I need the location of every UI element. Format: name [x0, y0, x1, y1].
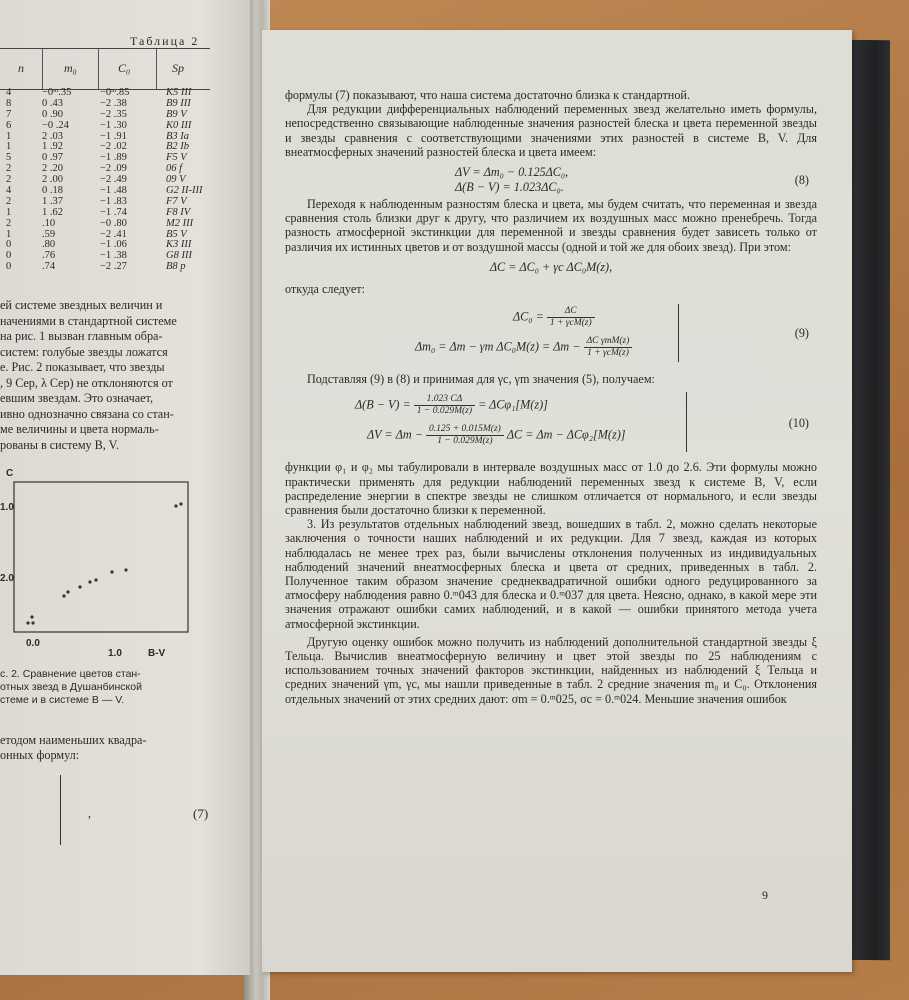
table-cell: −1 .48 — [100, 185, 127, 197]
plot-point — [30, 615, 33, 618]
table-cell: 0 .90 — [42, 108, 63, 120]
table-cell: −0 .24 — [42, 119, 69, 131]
table-cell: 1 .37 — [42, 195, 63, 207]
table-cell: M2 III — [166, 217, 194, 229]
left-page — [0, 0, 250, 975]
table-cell: 1 — [6, 206, 12, 218]
table-cell: .76 — [42, 250, 56, 262]
text-line: евшим звездам. Это означает, — [0, 391, 154, 405]
equation-dc: ΔC = ΔC₀ + γc ΔC₀M(z), — [489, 259, 613, 274]
eq9-line2 — [415, 336, 632, 359]
left-tail-text — [0, 733, 246, 763]
text-line: систем: голубые звезды ложатся — [0, 344, 168, 359]
equation-brace — [60, 775, 69, 845]
table-cell: −0ᵐ.85 — [100, 87, 130, 98]
figure-2-plot — [0, 470, 200, 665]
table-cell: 1 .62 — [42, 206, 63, 218]
table-cell: −2 .49 — [100, 174, 127, 186]
plot-point — [31, 621, 34, 624]
page-number: 9 — [762, 888, 768, 902]
table-cell: −1 .06 — [100, 239, 127, 251]
table-cell: B8 p — [166, 261, 186, 273]
table-cell: B9 III — [166, 97, 191, 109]
table-cell: 2 — [6, 174, 12, 186]
table-cell: B2 Ib — [166, 141, 190, 153]
text-line: онных формул: — [0, 748, 80, 762]
plot-frame — [14, 482, 188, 632]
header-c0: C₀ — [118, 61, 131, 75]
caption-line: стеме и в системе B — V. — [0, 694, 125, 706]
eq10b-left: ΔV = Δm − — [367, 427, 423, 442]
table-cell: K5 III — [166, 87, 192, 98]
table-cell: K0 III — [166, 119, 192, 131]
x-tick-label: 0.0 — [26, 638, 40, 649]
table-cell: B5 V — [166, 228, 187, 240]
text-line: ме величины и цвета нормаль- — [0, 422, 159, 436]
table-cell: 06 f — [166, 163, 183, 175]
table-cell: −1 .83 — [100, 195, 127, 207]
table-cell: 4 — [6, 87, 12, 98]
text-line: ей системе звездных величин и — [0, 298, 163, 312]
table-cell: 2 .03 — [42, 130, 63, 142]
eq10-brace — [679, 392, 687, 452]
equation-10 — [285, 390, 817, 456]
table-cell: 1 .92 — [42, 141, 63, 153]
eq8-number: (8) — [794, 173, 809, 188]
equation-number-7: (7) — [193, 806, 209, 821]
paragraph-2: Для редукции дифференциальных наблюдений переменных звезд желательно иметь формулы, непосредственно связывающие наблюденные значения разностей блеска и цвета переменной звезды и звезды сравнения с соответствующими значениями этих разностей в системе B, V. Для внеатмосферных значений разностей блеска и цвета имеем: — [285, 102, 817, 159]
left-text-block — [0, 298, 246, 453]
table-cell: 8 — [6, 97, 12, 109]
table-cell: 5 — [6, 152, 12, 164]
table-cell: −1 .91 — [100, 130, 127, 142]
eq10a-left: Δ(B − V) = — [355, 397, 411, 412]
plot-point — [94, 578, 97, 581]
table-row — [0, 219, 215, 230]
table-cell: 0 — [6, 250, 12, 262]
eq10b-fraction: $\frac{0.125 + 0.015M(z)}{1 - 0.029M(z)}$ — [426, 424, 504, 447]
table-cell: 2 — [6, 195, 12, 207]
equation-comma: , — [88, 806, 91, 820]
plot-point — [26, 621, 29, 624]
header-m0: m₀ — [64, 61, 77, 75]
plot-point — [124, 568, 127, 571]
eq8-line1: ΔV = Δm₀ − 0.125ΔC₀, — [455, 165, 569, 180]
equation-8 — [285, 163, 817, 197]
table-cell: F8 IV — [166, 206, 191, 218]
eq9-number: (9) — [794, 326, 809, 341]
table-cell: 2 — [6, 217, 12, 229]
table-cell: −2 .35 — [100, 108, 127, 120]
table-row — [0, 121, 215, 132]
table-cell: 1 — [6, 141, 12, 153]
text-line: етодом наименьших квадра- — [0, 733, 147, 747]
table-row — [0, 262, 215, 273]
table-cell: 1 — [6, 130, 12, 142]
eq10-line2 — [367, 424, 626, 447]
table-cell: −1 .89 — [100, 152, 127, 164]
table-cell: 2 .00 — [42, 174, 63, 186]
table-cell: −2 .09 — [100, 163, 127, 175]
table-body — [0, 88, 215, 273]
table-cell: B9 V — [166, 108, 187, 120]
table-cell: G2 II-III — [166, 185, 203, 197]
text-line: рованы в систему B, V. — [0, 437, 119, 452]
table-cell: 4 — [6, 185, 12, 197]
paragraph-4: откуда следует: — [285, 282, 365, 297]
right-text-body — [285, 88, 817, 706]
eq10a-fraction: $\frac{1.023 C\Delta}{1 - 0.029M(z)}$ — [414, 394, 475, 417]
text-line: на рис. 1 вызван главным обра- — [0, 329, 163, 343]
eq9b-left: Δm₀ = Δm − γm ΔC₀M(z) = Δm − — [415, 339, 581, 354]
eq9a-fraction: $\frac{\Delta C}{\text{1 + γcM(z)}}$ — [547, 306, 595, 329]
table-cell: B3 Ia — [166, 130, 190, 142]
table-cell: F5 V — [166, 152, 187, 164]
paragraph-6: функции φ₁ и φ₂ мы табулировали в интервале воздушных масс от 1.0 до 2.6. Эти формулы можно практически применять для редукции наблюдений переменных звезд к системе B, V, если распределение энергии в спектре звезды не слишком отличается от нормального, и если звезды сравнения были достаточно близки к переменной. — [285, 460, 817, 518]
text-line: е. Рис. 2 показывает, что звезды — [0, 360, 165, 374]
table-cell: 0 .18 — [42, 185, 63, 197]
paragraph-1: формулы (7) показывают, что наша система достаточно близка к стандартной. — [285, 88, 690, 102]
table-cell: 2 .20 — [42, 163, 63, 175]
table-cell: .80 — [42, 239, 56, 251]
paragraph-5: Подставляя (9) в (8) и принимая для γc, γm значения (5), получаем: — [307, 372, 655, 387]
table-cell: 0 .43 — [42, 97, 63, 109]
table-cell: −0 .80 — [100, 217, 127, 229]
table-cell: K3 III — [166, 239, 192, 251]
table-cell: 1 — [6, 228, 12, 240]
plot-point — [174, 504, 177, 507]
table-cell: −0ᵐ.35 — [42, 87, 72, 98]
table-cell: 0 — [6, 261, 12, 273]
eq9a-left: ΔC₀ = — [513, 309, 544, 324]
figure-plot-svg — [0, 470, 200, 665]
table-cell: −1 .38 — [100, 250, 127, 262]
table-cell: −1 .30 — [100, 119, 127, 131]
table-cell: 7 — [6, 108, 12, 120]
table-cell: 2 — [6, 163, 12, 175]
y-tick-label: 1.0 — [0, 502, 14, 513]
table-cell: F7 V — [166, 195, 187, 207]
plot-point — [62, 594, 65, 597]
table-cell: −1 .74 — [100, 206, 127, 218]
plot-point — [66, 590, 69, 593]
text-line: ивно однозначно связана со стан- — [0, 406, 174, 421]
plot-point — [110, 570, 113, 573]
eq9-line1 — [513, 306, 595, 329]
header-n: n — [18, 61, 24, 75]
eq9-brace — [671, 304, 679, 362]
table-header — [0, 48, 210, 90]
table-cell: −2 .38 — [100, 97, 127, 109]
eq10-number: (10) — [788, 416, 809, 431]
table-cell: 09 V — [166, 174, 186, 186]
table-cell: .74 — [42, 261, 56, 273]
figure-caption — [0, 668, 246, 707]
text-line: начениями в стандартной системе — [0, 313, 177, 328]
y-axis-label: C — [6, 468, 14, 479]
caption-line: с. 2. Сравнение цветов стан- — [0, 668, 141, 680]
table-cell: −2 .02 — [100, 141, 127, 153]
table-cell: −2 .27 — [100, 261, 127, 273]
table-cell: −2 .41 — [100, 228, 127, 240]
paragraph-3: Переходя к наблюденным разностям блеска и цвета, мы будем считать, что переменная и звезда сравнения столь близки друг к другу, что различием их воздушных масс можно пренебречь. Тогда разность атмосферной экстинкции для переменной и звезды сравнения будет зависеть только от различия их истинных цветов и от воздушной массы (одной и той же для обоих звезд). При этом: — [285, 197, 817, 254]
eq8-line2: Δ(B − V) = 1.023ΔC₀. — [455, 180, 564, 195]
table-title: Таблица 2 — [130, 34, 200, 48]
paragraph-7: 3. Из результатов отдельных наблюдений звезд, вошедших в табл. 2, можно сделать некоторые заключения о точности наших наблюдений и их редукции. Для 7 звезд, каждая из которых наблюдалась не менее трех раз, были вычислены отклонения полученных из индивидуальных наблюдений значений внеатмосферных блеска и цвета от средних, приведенных в табл. 2. Полученное таким образом значение среднеквадратичной ошибки одного редуцированного за атмосферу наблюдения равно 0.ᵐ043 для блеска и 0.ᵐ037 для цвета. Неясно, однако, в какой мере эти значения отражают ошибки самих наблюдений, и в какой — ошибки принятого метода учета атмосферной экстинкции. — [285, 517, 817, 631]
table-cell: .10 — [42, 217, 56, 229]
table-cell: 0 .97 — [42, 152, 63, 164]
table-cell: .59 — [42, 228, 56, 240]
plot-point — [78, 585, 81, 588]
plot-point — [88, 580, 91, 583]
eq10-line1 — [355, 394, 548, 417]
plot-point — [179, 502, 182, 505]
text-line: , 9 Cep, λ Cep) не отклоняются от — [0, 375, 173, 390]
right-page — [262, 30, 852, 972]
eq9b-fraction: $\frac{\text{ΔC γmM(z)}}{\text{1 + γcM(z)}}$ — [584, 336, 633, 359]
caption-line: отных звезд в Душанбинской — [0, 681, 142, 693]
paragraph-8: Другую оценку ошибок можно получить из наблюдений дополнительной стандартной звезды ξ Тельца. Вычислив внеатмосферную величину и цвет этой звезды по 25 наблюдениям с использованием точных значений факторов экстинкции, найденных из наблюдений ξ Тельца и средних значений γm, γc, мы нашли приведенные в табл. 2 средние значения m₀ и C₀. Отклонения отдельных значений от этих средних дают: σm = 0.ᵐ025, σc = 0.ᵐ024. Меньшие значения ошибок — [285, 634, 817, 706]
eq10a-right: = ΔCφ₁[M(z)] — [478, 397, 548, 412]
y-tick-label: 2.0 — [0, 573, 14, 584]
table-cell: 0 — [6, 239, 12, 251]
table-cell: 6 — [6, 119, 12, 131]
x-tick-label: 1.0 — [108, 648, 122, 659]
x-axis-label: B-V — [148, 648, 166, 659]
header-sp: Sp — [172, 61, 184, 75]
eq10b-right: ΔC = Δm − ΔCφ₂[M(z)] — [506, 427, 626, 442]
table-cell: G8 III — [166, 250, 192, 262]
equation-9 — [285, 300, 817, 366]
